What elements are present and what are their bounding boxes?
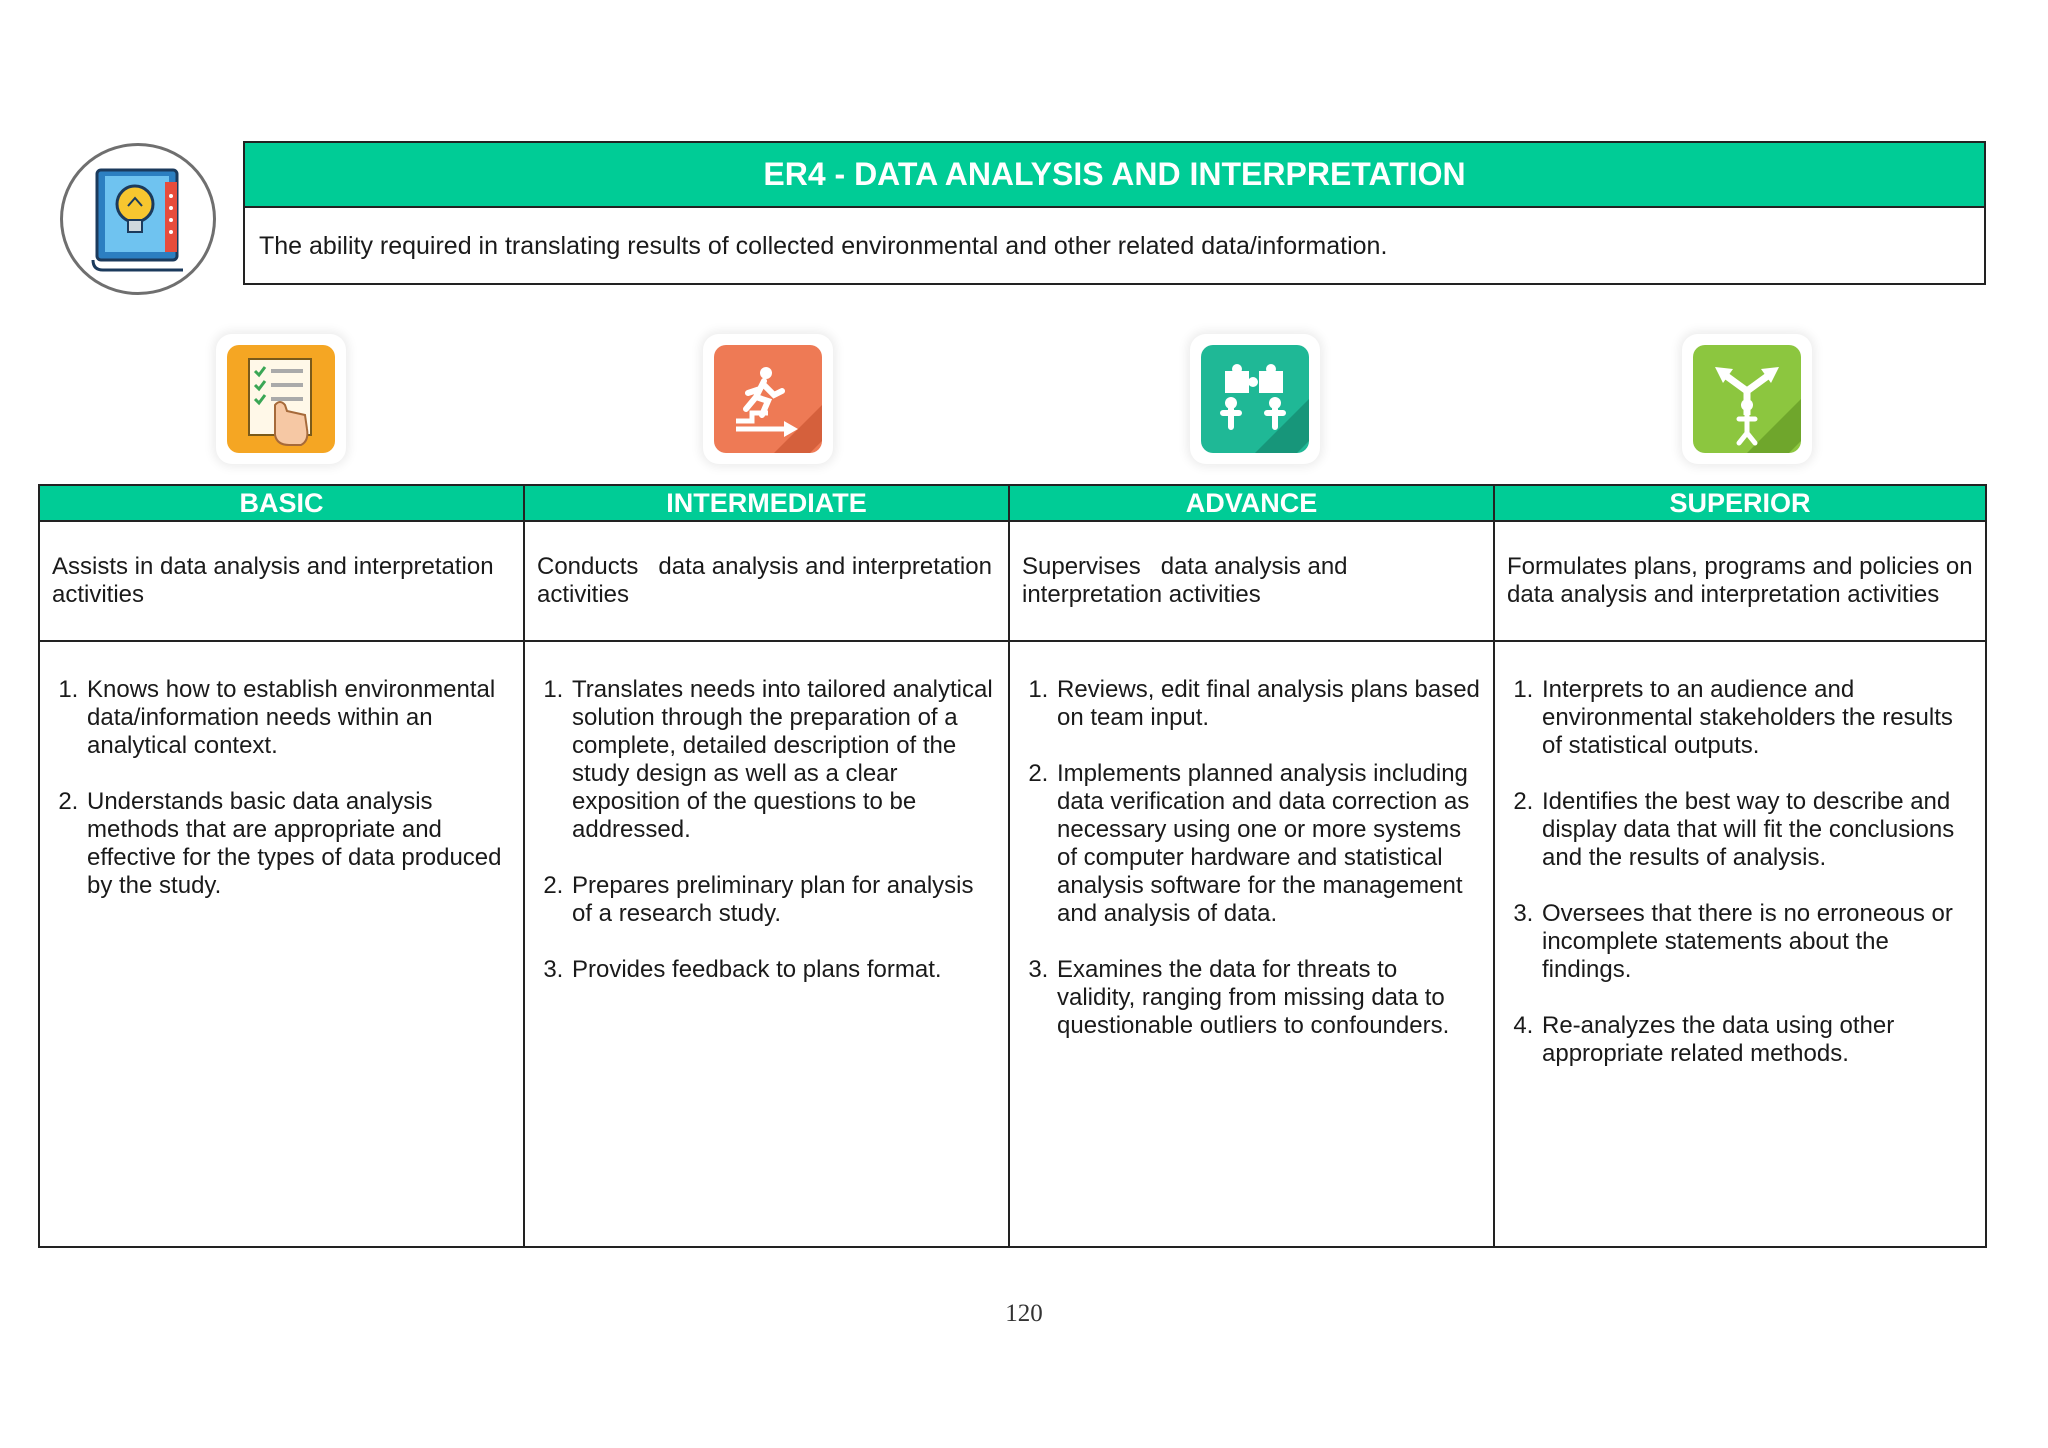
- level-header-superior: SUPERIOR: [1495, 486, 1985, 522]
- list-item: 1. Reviews, edit final analysis plans based on team input.: [1055, 676, 1481, 732]
- level-description-intermediate: Conducts data analysis and interpretation activities: [525, 522, 1010, 642]
- checklist-hand-icon: [216, 334, 346, 464]
- competency-header: [243, 141, 1986, 285]
- running-person-stairs-icon: [703, 334, 833, 464]
- level-description-basic: Assists in data analysis and interpretation activities: [40, 522, 525, 642]
- level-items-intermediate: [525, 642, 1010, 1246]
- level-items-basic: [40, 642, 525, 1246]
- crossroads-person-icon: [1682, 334, 1812, 464]
- list-item: 3. Provides feedback to plans format.: [570, 956, 996, 984]
- list-item: 3. Oversees that there is no erroneous or incomplete statements about the findings.: [1540, 900, 1973, 984]
- list-item: 1. Interprets to an audience and environmental stakeholders the results of statistical outputs.: [1540, 676, 1973, 760]
- list-item: 2. Prepares preliminary plan for analysis of a research study.: [570, 872, 996, 928]
- list-item: 1. Translates needs into tailored analytical solution through the preparation of a complete, detailed description of the study design as well as a clear exposition of the questions to be addressed.: [570, 676, 996, 844]
- level-header-basic: BASIC: [40, 486, 525, 522]
- level-description-advance: Supervises data analysis and interpretation activities: [1010, 522, 1495, 642]
- indicator-list: [1507, 676, 1973, 1068]
- list-item: 3. Examines the data for threats to validity, ranging from missing data to questionable outliers to confounders.: [1055, 956, 1481, 1040]
- list-item: 1. Knows how to establish environmental data/information needs within an analytical context.: [85, 676, 511, 760]
- indicator-list: [1022, 676, 1481, 1040]
- competency-description: The ability required in translating results of collected environmental and other related data/information.: [259, 232, 1388, 260]
- list-item: 2. Implements planned analysis including data verification and data correction as necessary using one or more systems of computer hardware and statistical analysis software for the management and analysis of data.: [1055, 760, 1481, 928]
- level-items-advance: [1010, 642, 1495, 1246]
- level-description-superior: Formulates plans, programs and policies on data analysis and interpretation activities: [1495, 522, 1985, 642]
- indicator-list: [537, 676, 996, 984]
- book-lightbulb-icon: [60, 143, 216, 295]
- list-item: 4. Re-analyzes the data using other appropriate related methods.: [1540, 1012, 1973, 1068]
- page-number: 120: [1005, 1300, 1043, 1327]
- puzzle-people-icon: [1190, 334, 1320, 464]
- level-header-advance: ADVANCE: [1010, 486, 1495, 522]
- list-item: 2. Understands basic data analysis methods that are appropriate and effective for the types of data produced by the study.: [85, 788, 511, 900]
- level-items-superior: [1495, 642, 1985, 1246]
- competency-title: ER4 - DATA ANALYSIS AND INTERPRETATION: [245, 143, 1984, 208]
- levels-table: [38, 484, 1993, 1248]
- list-item: 2. Identifies the best way to describe and display data that will fit the conclusions and the results of analysis.: [1540, 788, 1973, 872]
- level-header-intermediate: INTERMEDIATE: [525, 486, 1010, 522]
- indicator-list: [52, 676, 511, 900]
